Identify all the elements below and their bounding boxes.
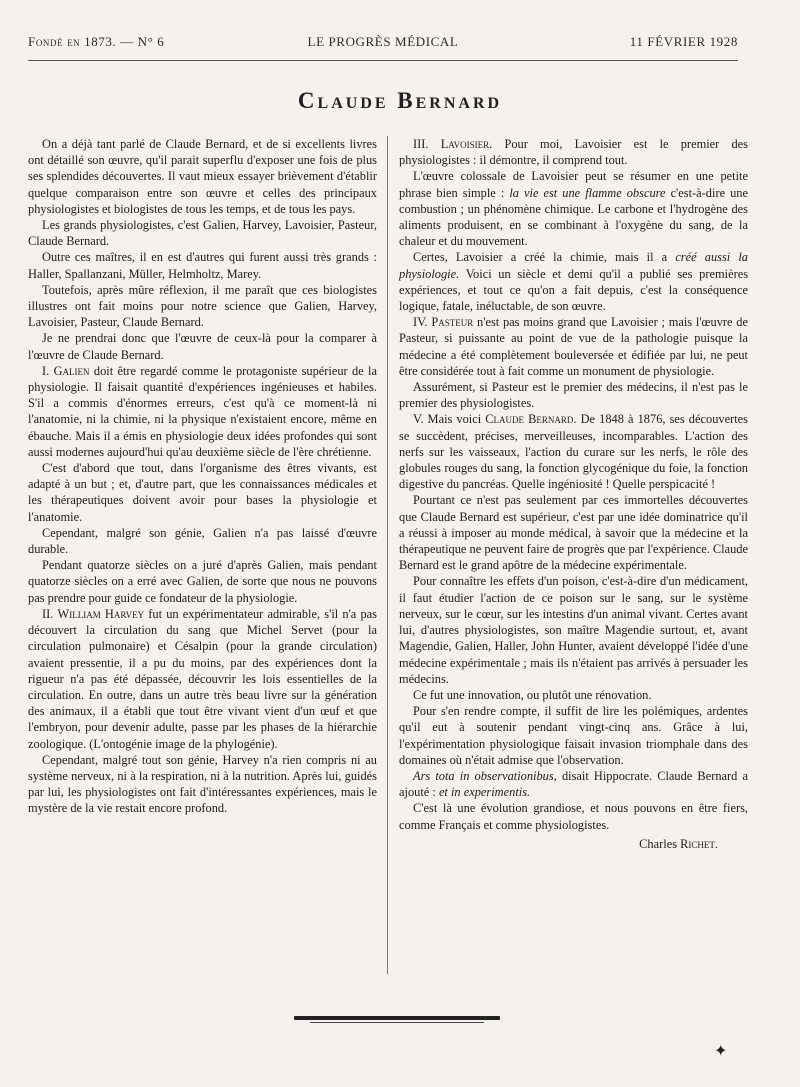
author-signature: Charles Richet.: [639, 836, 718, 851]
section-name: Lavoisier.: [440, 137, 493, 151]
column-divider: [387, 136, 388, 974]
end-rule: [294, 1016, 500, 1020]
paragraph: Pourtant ce n'est pas seulement par ces immortelles découvertes que Claude Bernard est supérieur, c'est par une idée dominatrice qu'il a réussi à imposer au monde médical, à savoir que la médecine et la thérapeutique ne peuvent faire de progrès que par l'expérience. Claude Bernard est le grand apôtre de la médecine expérimentale.: [399, 493, 749, 573]
founding-issue-label: Fondé en 1873. — N° 6: [28, 34, 165, 49]
section-name: Claude Bernard.: [485, 412, 577, 427]
paragraph: Outre ces maîtres, il en est d'autres qui furent aussi très grands : Haller, Spallanzani, Müller, Helmholtz, Marey.: [28, 250, 377, 281]
paragraph-galien: I. Galien doit être regardé comme le protagoniste supérieur de la physiologie. Il faisait quantité d'expériences ingénieuses et habiles. S'il a commis d'énormes erreurs, c'est qu'à ce moment-là ni l'anatomie, ni la chimie, ni la physique n'existaient encore, même en ébauche. Mais il a émis en physiologie deux idées profondes qui sont aussi modernes aujourd'hui qu'au deuxième siècle de l'ère chrétienne.: [28, 363, 377, 459]
section-name: William Harvey: [57, 606, 145, 621]
paragraph: C'est là une évolution grandiose, et nous pouvons en être fiers, comme Français et comme physiologistes.: [399, 801, 748, 832]
paragraph: Je ne prendrai donc que l'œuvre de ceux-là pour la comparer à l'œuvre de Claude Bernard.: [28, 331, 377, 362]
paragraph: Les grands physiologistes, c'est Galien, Harvey, Lavoisier, Pasteur, Claude Bernard.: [28, 218, 377, 249]
end-rule-thin: [310, 1022, 484, 1023]
paragraph-lavoisier: III. Lavoisier. Pour moi, Lavoisier est le premier des physiologistes : il démontre, il comprend tout.: [399, 137, 748, 168]
paragraph: L'œuvre colossale de Lavoisier peut se résumer en une petite phrase bien simple : la vie est une flamme obscure c'est-à-dire une combustion ; un phénomène chimique. Le carbone et l'hydrogène des aliments produisent, en se combinant à l'oxygène du sang, de la chaleur et du mouvement.: [399, 169, 749, 249]
paragraph: Ce fut une innovation, ou plutôt une rénovation.: [413, 687, 652, 702]
paragraph: C'est d'abord que tout, dans l'organisme des êtres vivants, est adapté à un but ; et, d'autre part, que les connaissances médicales et les thérapeutiques doivent avoir pour bases la physiologie et l'anatomie.: [28, 461, 377, 524]
article-body: [28, 136, 748, 976]
paragraph: On a déjà tant parlé de Claude Bernard, et de si excellents livres ont détaillé son œuvre, qu'il parait superflu d'exposer une fois de plus ses splendides découvertes. Il vaut mieux essayer brièvement d'établir quelque comparaison entre son œuvre et celles des principaux physiologistes et biologistes de tous les temps, et de tous les pays.: [28, 137, 377, 216]
section-number: V.: [413, 412, 424, 427]
italic-quote: et in experimentis.: [438, 785, 531, 800]
fleuron-icon: ✦: [714, 1043, 728, 1060]
running-header: [28, 34, 738, 54]
article-title: Claude Bernard: [297, 88, 503, 113]
issue-date: 11 FÉVRIER 1928: [629, 34, 738, 49]
left-column: [28, 136, 377, 817]
journal-title: LE PROGRÈS MÉDICAL: [307, 34, 459, 49]
section-number: II.: [42, 606, 54, 621]
section-number: IV.: [413, 315, 428, 330]
italic-quote: la vie est une flamme obscure: [509, 185, 666, 200]
paragraph: Pendant quatorze siècles on a juré d'après Galien, mais pendant quatorze siècles on a erré avec Galien, de sorte que nous ne pouvons pas prendre pour guide ce fondateur de la physiologie.: [28, 558, 377, 605]
paragraph: Assurément, si Pasteur est le premier des médecins, il n'est pas le premier des physiologistes.: [399, 380, 748, 411]
paragraph: Ars tota in observationibus, disait Hippocrate. Claude Bernard a ajouté : et in experimentis.: [399, 768, 748, 800]
italic-quote: créé aussi la physiologie.: [399, 250, 748, 281]
paragraph-claude-bernard: V. Mais voici Claude Bernard. De 1848 à 1876, ses découvertes se succèdent, précises, merveilleuses, incomparables. L'action des nerfs sur les vaisseaux, l'action du curare sur les nerfs, le rôle des globules rouges du sang, la fonction glycogénique du foie, la fonction digestive du pancréas. Quelle ingéniosité ! Quelle perspicacité !: [399, 412, 748, 492]
italic-quote: Ars tota in observationibus,: [413, 768, 557, 783]
section-name: Pasteur: [431, 315, 474, 330]
section-name: Galien: [53, 363, 90, 378]
paragraph: Pour s'en rendre compte, il suffit de lire les polémiques, ardentes qu'il eut à soutenir pendant vingt-cinq ans. Grâce à lui, l'expérimentation physiologique faisait invasion triomphale dans des domaines où n'était admise que l'observation.: [399, 704, 748, 767]
paragraph-pasteur: IV. Pasteur n'est pas moins grand que Lavoisier ; mais l'œuvre de Pasteur, si puissante au point de vue de la pathologie puisque la médecine a été complètement bouleversée et édifiée par lui, ne peut être considérée tout à fait comme un monument de physiologie.: [399, 315, 748, 378]
paragraph: Pour connaître les effets d'un poison, c'est-à-dire d'un médicament, il faut étudier l'action de ce poison sur le sang, sur le système nerveux, sur le cœur, sur les intestins d'un animal vivant. Certes avant lui, d'autres physiologistes, son maître Magendie surtout, et, avant Magendie, Galien, Haller, John Hunter, avaient développé l'idée d'une médecine expérimentale ; mais ils n'étaient pas arrivés à persuader les médecins.: [399, 574, 748, 686]
paragraph: Certes, Lavoisier a créé la chimie, mais il a créé aussi la physiologie. Voici un siècle et demi qu'il a publié ses premières expériences, et tout ce qu'on a fait depuis, c'est la conséquence logique, fatale, inéluctable, de son œuvre.: [399, 250, 749, 314]
paragraph: Cependant, malgré son génie, Galien n'a pas laissé d'œuvre durable.: [28, 525, 377, 557]
paragraph: Cependant, malgré tout son génie, Harvey n'a rien compris ni au système nerveux, ni à la respiration, ni à la nutrition. Après lui, guidés par lui, les physiologistes ont fait d'intéressantes expériences, mais le mystère de la vie restait encore profond.: [28, 752, 377, 816]
header-rule: [28, 60, 738, 61]
paragraph-harvey: II. William Harvey fut un expérimentateur admirable, s'il n'a pas découvert la circulation du sang que Michel Servet (pour la circulation pulmonaire) et Césalpin (pour la grande circulation) avaient pressentie, il a pu du moins, par des expériences dont la rigueur n'a pas été dépassée, découvrir les lois essentielles de la circulation. En outre, dans un autre très beau livre sur la génération des animaux, il a établi que tout être vivant vient d'un œuf et que l'embryon, pour devenir adulte, passe par les phases de la hiérarchie zoologique. (L'ontogénie image de la phylogénie).: [28, 606, 377, 751]
section-number: III.: [413, 137, 429, 151]
section-number: I.: [42, 363, 50, 378]
paragraph: Toutefois, après mûre réflexion, il me paraît que ces biologistes illustres ont fait moins pour notre science que Galien, Harvey, Lavoisier, Pasteur, Claude Bernard.: [28, 282, 377, 330]
right-column: [399, 136, 748, 852]
